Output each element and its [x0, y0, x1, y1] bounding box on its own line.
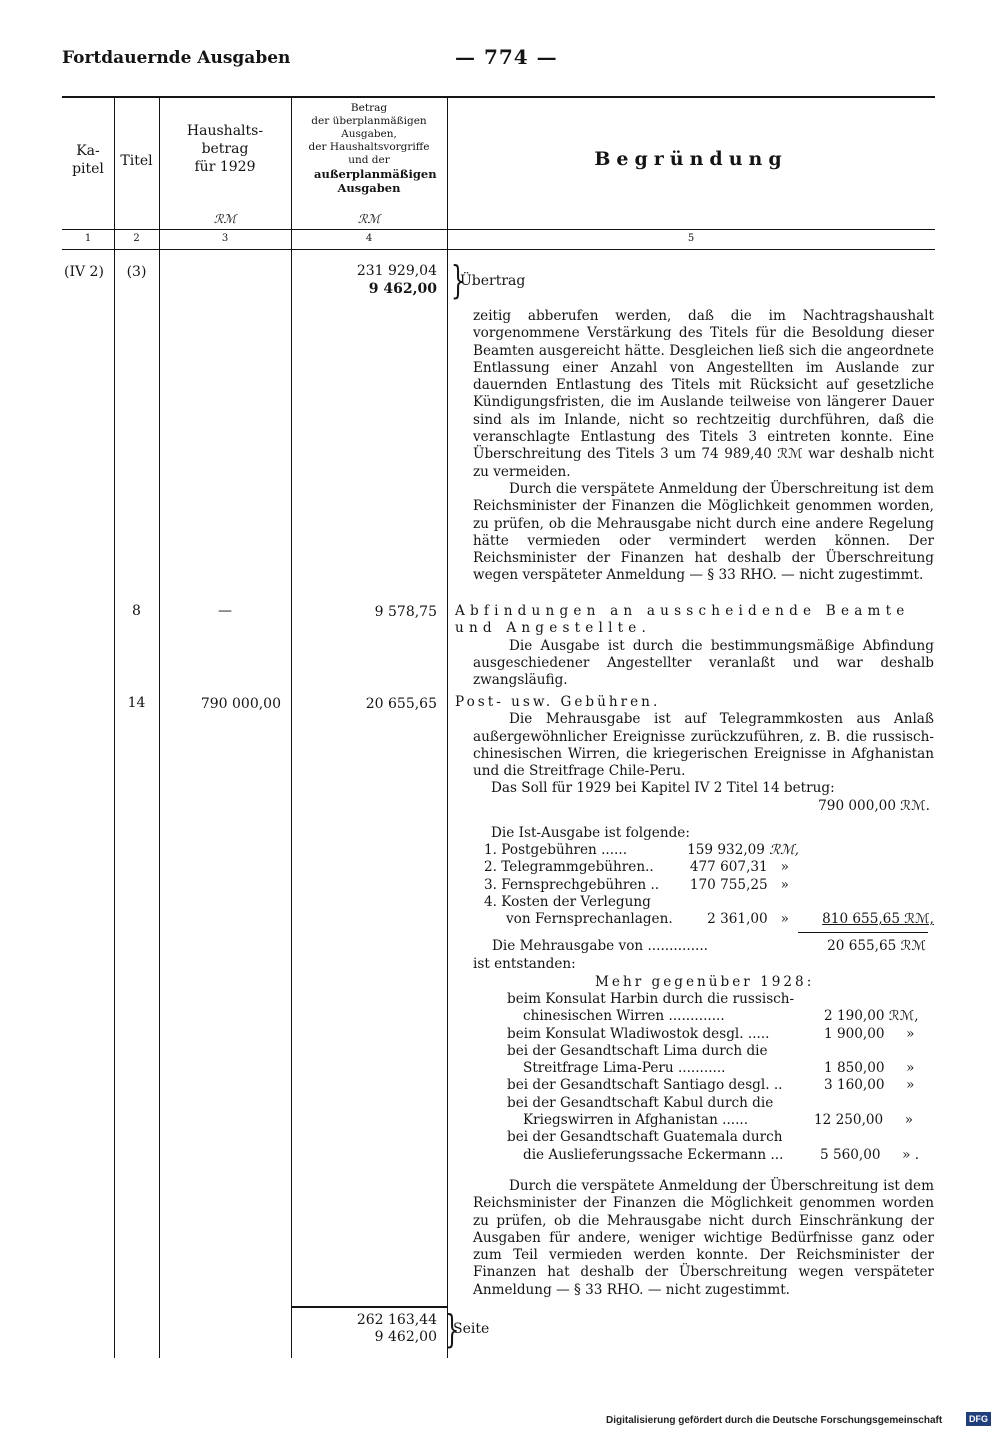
ist-intro: Die Ist-Ausgabe ist folgende:: [491, 825, 690, 841]
soll-value: 790 000,00 ℛℳ.: [818, 797, 930, 814]
col-header-kapitel: Ka- pitel: [72, 143, 104, 177]
betrag-line-3: Ausgaben,: [341, 128, 397, 140]
titel-14: 14: [127, 695, 146, 711]
ist-unit: ℛℳ,: [769, 842, 799, 858]
ist-item: [484, 911, 934, 928]
ist-total: 810 655,65 ℛℳ,: [822, 911, 934, 928]
mehr-unit: »: [906, 1060, 915, 1077]
ist-item: [484, 842, 799, 859]
page-number: — 774 —: [455, 45, 558, 69]
colnum-2: 2: [133, 233, 140, 244]
mehr-value: 3 160,00: [824, 1077, 885, 1094]
title-14-block: [455, 694, 934, 815]
betrag-bold: außerplanmäßigen Ausgaben: [314, 167, 437, 195]
uebertrag-value-1: 231 929,04: [356, 263, 437, 279]
col-divider-4: [447, 96, 448, 1358]
mehr-item-line: bei der Gesandtschaft Lima durch die: [507, 1042, 768, 1059]
col-header-betrag: [291, 102, 447, 195]
mehr-unit: »: [904, 1112, 914, 1129]
mehr-item-line: beim Konsulat Harbin durch die russisch-: [507, 991, 795, 1007]
ist-label: 3. Fernsprechgebühren ..: [484, 876, 660, 893]
header-bottom-rule: [62, 229, 935, 230]
seite-rule: [291, 1306, 447, 1308]
colnum-1: 1: [84, 233, 92, 244]
titel-8: 8: [132, 603, 141, 619]
soll-line: Das Soll für 1929 bei Kapitel IV 2 Titel 14 betrug:: [491, 780, 835, 797]
seite-label: Seite: [453, 1321, 490, 1337]
begruendung-body: [473, 308, 934, 585]
uebertrag-label: Übertrag: [460, 273, 526, 289]
ist-label: 1. Postgebühren ......: [484, 842, 628, 858]
betrag-line-5: und der: [348, 154, 390, 166]
mehr-item-line: Kriegswirren in Afghanistan ......: [523, 1112, 749, 1129]
haushalt-14: 790 000,00: [200, 696, 281, 712]
mehr-label: Die Mehrausgabe von ..............: [492, 938, 708, 954]
ist-value: 159 932,09: [687, 842, 765, 858]
betrag-line-1: Betrag: [350, 102, 388, 114]
mehr-unit: ℛℳ,: [888, 1008, 919, 1025]
title-8-block: [455, 603, 934, 689]
row-kapitel: (IV 2): [64, 264, 104, 280]
ist-value: 2 361,00: [707, 911, 768, 928]
mehr-value: 5 560,00: [820, 1146, 881, 1163]
mehr-item-line: chinesischen Wirren .............: [523, 1008, 725, 1025]
table-top-rule: [62, 96, 935, 98]
ist-value: 170 755,25: [689, 876, 768, 893]
closing-block: [473, 1178, 934, 1299]
seite-value-2: 9 462,00: [374, 1329, 437, 1345]
mehr-item: [507, 1043, 932, 1078]
ist-unit: »: [780, 876, 789, 893]
ist-item: [484, 877, 789, 894]
colnum-4: 4: [365, 233, 373, 244]
betrag-line-4: der Haushaltsvorgriffe: [308, 141, 430, 153]
closing-paragraph: Durch die verspätete Anmeldung der Überschreitung ist dem Reichsminister der Finanzen die Möglichkeit genommen worden zu prüfen, ob die Mehrausgabe nicht durch Einschränkung der Ausgaben für andere, weniger wichtige Bedürfnisse ganz oder zum Teil vermieden werden konnte. Der Reichsminister der Finanzen hat deshalb der Überschreitung wegen verspäteter Anmeldung — § 33 RHO. — nicht zugestimmt.: [473, 1178, 934, 1298]
mehr-value: 1 900,00: [824, 1025, 885, 1042]
mehr-item-line: die Auslieferungssache Eckermann ...: [523, 1146, 784, 1163]
mehr-item-line: bei der Gesandtschaft Santiago desgl. ..: [507, 1077, 783, 1094]
col-divider-2: [159, 96, 160, 1358]
dfg-logo: DFG: [966, 1412, 991, 1426]
ist-list: [484, 842, 934, 928]
colnum-3: 3: [221, 233, 229, 244]
betrag-line-2: der überplanmäßigen: [311, 115, 427, 127]
brace-bottom: }: [444, 1307, 460, 1351]
mehr-unit: »: [906, 1025, 915, 1042]
mehr-item-line: beim Konsulat Wladiwostok desgl. .....: [507, 1025, 770, 1042]
section-title: Fortdauernde Ausgaben: [62, 48, 291, 68]
betrag-8: 9 578,75: [374, 604, 437, 620]
mehr-value: 2 190,00: [824, 1008, 885, 1025]
mehr-item: [507, 1095, 932, 1130]
mehr-item: [507, 1077, 932, 1094]
col-header-titel: Titel: [120, 153, 153, 169]
mehr-unit: »: [906, 1077, 915, 1094]
haushalt-8: —: [218, 603, 232, 619]
sum-rule: [798, 932, 928, 933]
seite-value-1: 262 163,44: [356, 1312, 437, 1328]
mehr-heading: Mehr gegenüber 1928:: [595, 974, 815, 990]
mehr-item-line: bei der Gesandtschaft Guatemala durch: [507, 1129, 783, 1146]
mehr-item-line: bei der Gesandtschaft Kabul durch die: [507, 1094, 774, 1111]
col-header-begruendung: Begründung: [594, 148, 788, 170]
title-8-heading: Abfindungen an ausscheidende Beamte und Angestellte.: [455, 603, 910, 637]
mehr-unit: » .: [902, 1146, 920, 1163]
ist-value: 477 607,31: [689, 859, 768, 876]
ist-label: von Fernsprechanlagen.: [506, 911, 673, 928]
mehr-item: [507, 1026, 932, 1043]
colnum-5: 5: [687, 233, 695, 244]
title-14-text: Die Mehrausgabe ist auf Telegrammkosten aus Anlaß außergewöhnlicher Ereignisse zurückzuführen, z. B. die russisch-chinesischen Wirren, die kriegerischen Ereignisse in Afghanistan und die Streitfrage Chile-Peru.: [473, 711, 934, 780]
footer-credit: Digitalisierung gefördert durch die Deutsche Forschungsgemeinschaft: [606, 1415, 943, 1426]
uebertrag-value-2: 9 462,00: [368, 281, 437, 297]
paragraph-1: zeitig abberufen werden, daß die im Nachtragshaushalt vorgenommene Verstärkung des Titels für die Besoldung dieser Beamten ausgereicht hätte. Desgleichen ließ sich die angeordnete Entlassung einer Anzahl von Angestellten im Auslande zur dauernden Entlastung des Titels mit Rücksicht auf gesetzliche Kündigungsfristen, die im Auslande teilweise von längerer Dauer sind als im Inlande, nicht so rechtzeitig durchführen, daß die veranschlagte Entlastung des Titels 3 eintreten konnte. Eine Überschreitung des Titels 3 um 74 989,40 ℛℳ war deshalb nicht zu vermeiden.: [473, 308, 934, 480]
col-header-betrag-unit: ℛℳ: [357, 212, 381, 226]
mehr-value: 1 850,00: [824, 1060, 885, 1077]
title-8-text: Die Ausgabe ist durch die bestimmungsmäßige Abfindung ausgeschiedener Angestellter veranlaßt und war deshalb zwangsläufig.: [473, 637, 934, 689]
mehr-line: [492, 938, 932, 954]
col-divider-1: [114, 96, 115, 1358]
ist-unit: »: [780, 911, 789, 928]
mehr-item: [507, 991, 932, 1026]
mehr-list: [507, 991, 932, 1164]
col-header-haushalt: Haushalts- betrag für 1929: [186, 123, 264, 175]
mehr-item-line: Streitfrage Lima-Peru ...........: [523, 1060, 726, 1077]
betrag-14: 20 655,65: [365, 696, 437, 712]
colnum-bottom-rule: [62, 249, 935, 250]
entstanden: ist entstanden:: [473, 956, 576, 972]
row-titel: (3): [126, 264, 147, 280]
ist-item: [484, 859, 789, 876]
ist-label: 4. Kosten der Verlegung: [484, 893, 651, 910]
paragraph-2: Durch die verspätete Anmeldung der Überschreitung ist dem Reichsminister der Finanzen die Möglichkeit genommen worden, zu prüfen, ob die Mehrausgabe nicht durch eine andere Regelung hätte vermieden oder vermindert werden können. Der Reichsminister der Finanzen hat deshalb der Überschreitung wegen verspäteter Anmeldung — § 33 RHO. — nicht zugestimmt.: [473, 480, 934, 584]
brace-top: }: [450, 258, 466, 302]
title-14-heading: Post- usw. Gebühren.: [455, 694, 661, 710]
ist-item: [484, 894, 934, 911]
mehr-item: [507, 1129, 932, 1164]
mehr-value: 20 655,65 ℛℳ: [827, 938, 926, 954]
ist-label: 2. Telegrammgebühren..: [484, 859, 654, 876]
mehr-value: 12 250,00: [814, 1112, 884, 1129]
ist-unit: »: [780, 859, 789, 876]
col-header-haushalt-unit: ℛℳ: [213, 212, 237, 226]
